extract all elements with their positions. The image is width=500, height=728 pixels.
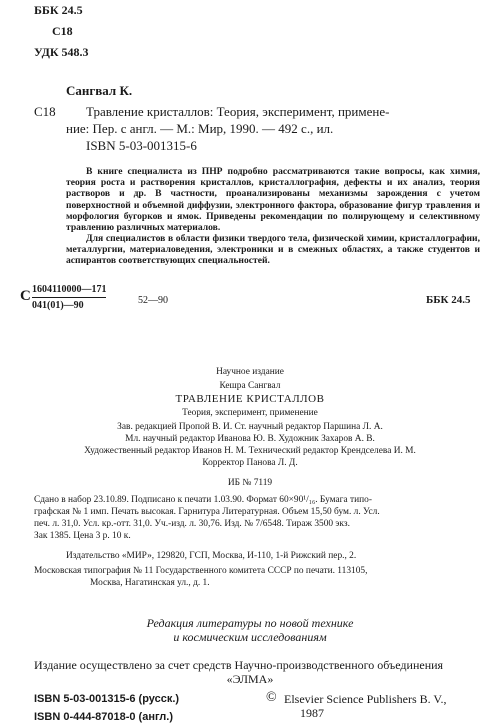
bbk-code-top: ББК 24.5 [34, 3, 83, 17]
editors-line-2: Мл. научный редактор Иванова Ю. В. Художник Захаров А. В. [125, 434, 375, 444]
catalog-title-line1: Травление кристаллов: Теория, эксперимент, примене- [86, 104, 390, 119]
copyright-1-line-2: 1987 [300, 706, 324, 720]
formula-fraction-line [32, 297, 106, 298]
imprint-line-3: печ. л. 31,0. Усл. кр.-отт. 31,0. Уч.-изд. л. 30,76. Изд. № 7/6548. Тираж 3500 экз. [34, 519, 350, 529]
edition-title: ТРАВЛЕНИЕ КРИСТАЛЛОВ [175, 393, 325, 405]
imprint-line-4: Зак 1385. Цена 3 р. 10 к. [34, 531, 131, 541]
support-line-2: «ЭЛМА» [226, 672, 274, 686]
edition-author: Кешра Сангвал [219, 381, 281, 391]
formula-denominator: 041(01)—90 [32, 300, 84, 311]
catalog-title-line2: ние: Пер. с англ. — М.: Мир, 1990. — 492 с., ил. [66, 121, 334, 136]
editors-line-1: Зав. редакцией Пропой В. И. Ст. научный редактор Паршина Л. А. [117, 422, 383, 432]
copyright-icon: © [266, 690, 277, 705]
formula-bbk: ББК 24.5 [426, 294, 471, 306]
redaction-line-2: и космическим исследованиям [173, 630, 327, 644]
imprint-line-2: графская № 1 имп. Печать высокая. Гарнитура Литературная. Объем 15,50 бум. л. Усл. [34, 507, 380, 517]
publisher-line: Издательство «МИР», 129820, ГСП, Москва, И-110, 1-й Рижский пер., 2. [66, 551, 357, 561]
editors-line-3: Художественный редактор Иванов Н. М. Технический редактор Крендселева И. М. [84, 446, 416, 456]
abstract-paragraph-2: Для специалистов в области физики твердого тела, физической химии, кристаллографии, металлургии, материаловедения, электроники и в смежных областях, а также студентов и аспирантов соответствующих специальностей. [66, 233, 480, 267]
edition-type: Научное издание [216, 367, 284, 377]
printer-line-1: Московская типография № 11 Государственного комитета СССР по печати. 113105, [34, 566, 368, 576]
redaction-line-1: Редакция литературы по новой технике [146, 616, 354, 630]
editors-line-4: Корректор Панова Л. Д. [202, 458, 298, 468]
catalog-isbn: ISBN 5-03-001315-6 [86, 138, 197, 153]
copyright-1-line-1: Elsevier Science Publishers B. V., [284, 692, 447, 706]
ib-number: ИБ № 7119 [227, 478, 273, 488]
catalog-code: С18 [34, 104, 56, 119]
support-line-1: Издание осуществлено за счет средств Научно-производственного объединения [34, 658, 444, 672]
abstract-paragraph-1: В книге специалиста из ПНР подробно рассматриваются такие вопросы, как химия, теория роста и растворения кристаллов, кристаллография, дефекты и их анализ, теория растворов и др. В частности, проанализированы механизмы зарождения с учетом поверхностной и объемной диффузии, электронного фактора, образование фигур травления и морфология бугорков и ямок. Приведены рекомендации по полирующему и селективному травлению различных материалов. [66, 166, 480, 234]
formula-numerator: 1604110000—171 [32, 284, 107, 295]
edition-subtitle: Теория, эксперимент, применение [182, 408, 318, 418]
imprint-line-1: Сдано в набор 23.10.89. Подписано к печати 1.03.90. Формат 60×90¹/₁₆. Бумага типо- [34, 495, 372, 505]
printer-line-2: Москва, Нагатинская ул., д. 1. [90, 578, 210, 588]
formula-c: С [20, 288, 31, 304]
formula-tail: 52—90 [138, 295, 168, 306]
isbn-russian: ISBN 5-03-001315-6 (русск.) [34, 693, 180, 705]
c18-code-top: С18 [52, 24, 73, 38]
author-heading: Сангвал К. [66, 83, 133, 98]
udk-code: УДК 548.3 [34, 45, 89, 59]
isbn-english: ISBN 0-444-87018-0 (англ.) [34, 711, 173, 723]
